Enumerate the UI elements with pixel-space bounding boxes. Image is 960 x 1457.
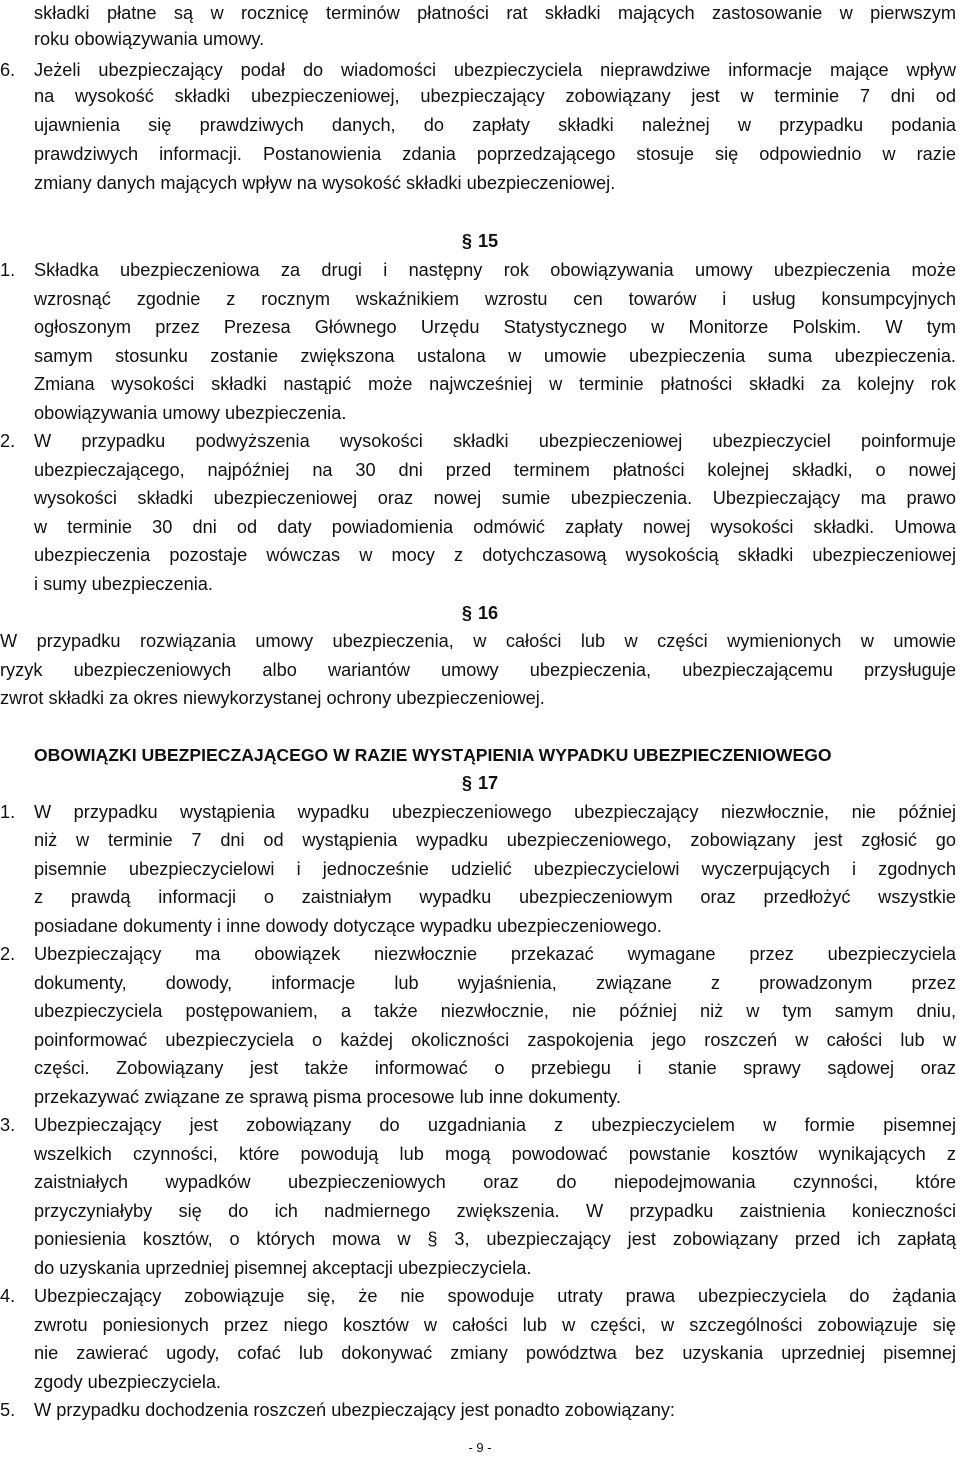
text-line: wszelkich czynności, które powodują lub mogą powodować powstanie kosztów wynikających z: [34, 1144, 956, 1164]
text-line: W przypadku wystąpienia wypadku ubezpieczeniowego ubezpieczający niezwłocznie, nie później: [34, 802, 956, 822]
text-line: Jeżeli ubezpieczający podał do wiadomości ubezpieczyciela nieprawdziwe informacje mające wpływ: [34, 60, 956, 80]
section-number: 16: [477, 603, 499, 623]
text-line: i sumy ubezpieczenia.: [34, 574, 213, 594]
text-line: dokumenty, dowody, informacje lub wyjaśnienia, związane z prowadzonym przez: [34, 973, 956, 993]
text-line: ubezpieczyciela postępowaniem, a także niezwłocznie, nie później niż w tym samym dniu,: [34, 1001, 956, 1021]
text-line: Zmiana wysokości składki nastąpić może najwcześniej w terminie płatności składki za kolejny rok: [34, 374, 956, 394]
item-number: 1.: [0, 260, 16, 280]
paragraph-line: [0, 428, 956, 454]
text-line: ogłoszonym przez Prezesa Głównego Urzędu Statystycznego w Monitorze Polskim. W tym: [34, 317, 956, 337]
paragraph-line: [0, 799, 956, 825]
item-number: 2.: [0, 944, 16, 964]
text-line: Składka ubezpieczeniowa za drugi i następny rok obowiązywania umowy ubezpieczenia może: [34, 260, 956, 280]
section-symbol: §: [461, 231, 472, 251]
section-symbol: §: [461, 773, 472, 793]
text-line: z prawdą informacji o zaistniałym wypadku ubezpieczeniowym oraz przedłożyć wszystkie: [34, 887, 956, 907]
text-line: posiadane dokumenty i inne dowody dotyczące wypadku ubezpieczeniowego.: [34, 916, 662, 936]
text-line: W przypadku rozwiązania umowy ubezpieczenia, w całości lub w części wymienionych w umowie: [0, 631, 956, 651]
item-number: 5.: [0, 1400, 16, 1420]
text-line: zmiany danych mających wpływ na wysokość składki ubezpieczeniowej.: [34, 173, 616, 193]
text-line: na wysokość składki ubezpieczeniowej, ubezpieczający zobowiązany jest w terminie 7 dni od: [34, 86, 956, 106]
text-line: zgody ubezpieczyciela.: [34, 1372, 222, 1392]
text-line: Ubezpieczający jest zobowiązany do uzgadniania z ubezpieczycielem w formie pisemnej: [34, 1115, 956, 1135]
text-line: składki płatne są w rocznicę terminów płatności rat składki mających zastosowanie w pierwszym: [34, 3, 956, 23]
text-line: poinformować ubezpieczyciela o każdej okoliczności zaspokojenia jego roszczeń w całości lub w: [34, 1030, 956, 1050]
paragraph-line: [0, 941, 956, 967]
paragraph-line: [0, 57, 956, 83]
text-line: W przypadku podwyższenia wysokości składki ubezpieczeniowej ubezpieczyciel poinformuje: [34, 431, 956, 451]
text-line: w terminie 30 dni od daty powiadomienia odmówić zapłaty nowej wysokości składki. Umowa: [34, 517, 956, 537]
text-line: ubezpieczenia pozostaje wówczas w mocy z dotychczasową wysokością składki ubezpieczeniowej: [34, 545, 956, 565]
text-line: części. Zobowiązany jest także informować o przebiegu i stanie sprawy sądowej oraz: [34, 1058, 956, 1078]
text-line: obowiązywania umowy ubezpieczenia.: [34, 403, 347, 423]
text-line: pisemnie ubezpieczycielowi i jednocześnie udzielić ubezpieczycielowi wyczerpujących i zgodnych: [34, 859, 956, 879]
text-line: prawdziwych informacji. Postanowienia zdania poprzedzającego stosuje się odpowiednio w razie: [34, 144, 956, 164]
text-line: wzrosnąć zgodnie z rocznym wskaźnikiem wzrostu cen towarów i usług konsumpcyjnych: [34, 289, 956, 309]
section-number: 15: [477, 231, 499, 251]
item-number: 6.: [0, 60, 16, 80]
text-line: ujawnienia się prawdziwych danych, do zapłaty składki należnej w przypadku podania: [34, 115, 956, 135]
text-line: do uzyskania uprzedniej pisemnej akceptacji ubezpieczyciela.: [34, 1258, 532, 1278]
section-heading-17: [0, 770, 960, 796]
text-line: nie zawierać ugody, cofać lub dokonywać zmiany powództwa bez uzyskania uprzedniej pisemnej: [34, 1343, 956, 1363]
text-line: niż w terminie 7 dni od wystąpienia wypadku ubezpieczeniowego, zobowiązany jest zgłosić go: [34, 830, 956, 850]
paragraph-line: [0, 1112, 956, 1138]
text-line: zaistniałych wypadków ubezpieczeniowych oraz do niepodejmowania czynności, które: [34, 1172, 956, 1192]
paragraph-line: [0, 1397, 956, 1423]
text-line: przyczyniałyby się do ich nadmiernego zwiększenia. W przypadku zaistnienia konieczności: [34, 1201, 956, 1221]
text-line: Ubezpieczający ma obowiązek niezwłocznie przekazać wymagane przez ubezpieczyciela: [34, 944, 956, 964]
text-line: ubezpieczającego, najpóźniej na 30 dni przed terminem płatności kolejnej składki, o nowej: [34, 460, 956, 480]
text-line: ryzyk ubezpieczeniowych albo wariantów umowy ubezpieczenia, ubezpieczającemu przysługuje: [0, 660, 956, 680]
chapter-heading: OBOWIĄZKI UBEZPIECZAJĄCEGO W RAZIE WYSTĄPIENIA WYPADKU UBEZPIECZENIOWEGO: [34, 745, 832, 765]
section-heading-15: [0, 228, 960, 254]
item-number: 3.: [0, 1115, 16, 1135]
text-line: samym stosunku zostanie zwiększona ustalona w umowie ubezpieczenia suma ubezpieczenia.: [34, 346, 956, 366]
item-number: 2.: [0, 431, 16, 451]
text-line: zwrot składki za okres niewykorzystanej ochrony ubezpieczeniowej.: [0, 688, 545, 708]
text-line: Ubezpieczający zobowiązuje się, że nie spowoduje utraty prawa ubezpieczyciela do żądania: [34, 1286, 956, 1306]
text-line: zwrotu poniesionych przez niego kosztów w całości lub w części, w szczególności zobowiązuje się: [34, 1315, 956, 1335]
section-heading-16: [0, 600, 960, 626]
page-number: - 9 -: [468, 1440, 492, 1455]
text-line: roku obowiązywania umowy.: [34, 29, 265, 49]
text-line: poniesienia kosztów, o których mowa w § 3, ubezpieczający jest zobowiązany przed ich zapłatą: [34, 1229, 956, 1249]
text-line: wysokości składki ubezpieczeniowej oraz nowej sumie ubezpieczenia. Ubezpieczający ma prawo: [34, 488, 956, 508]
text-line: przekazywać związane ze sprawą pisma procesowe lub inne dokumenty.: [34, 1087, 621, 1107]
section-symbol: §: [461, 603, 472, 623]
item-number: 1.: [0, 802, 16, 822]
section-number: 17: [477, 773, 499, 793]
paragraph-line: [0, 257, 956, 283]
text-line: W przypadku dochodzenia roszczeń ubezpieczający jest ponadto zobowiązany:: [34, 1400, 675, 1420]
item-number: 4.: [0, 1286, 16, 1306]
paragraph-line: [0, 1283, 956, 1309]
